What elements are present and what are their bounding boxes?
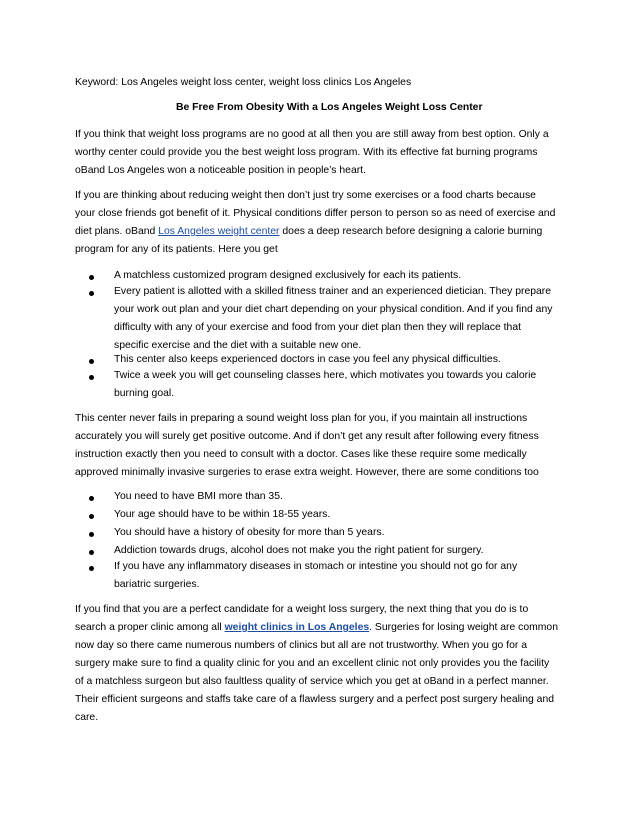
text-segment: search a proper clinic among all	[75, 622, 225, 633]
list-item-continued: bariatric surgeries.	[114, 579, 200, 590]
list-item: Twice a week you will get counseling classes here, which motivates you towards you calorie	[114, 370, 537, 381]
text-line: approved minimally invasive surgeries to erase extra weight. However, there are some conditions too	[75, 467, 539, 478]
bullet-icon	[89, 550, 94, 555]
bullet-icon	[89, 496, 94, 501]
text-line: oBand Los Angeles won a noticeable position in people’s heart.	[75, 165, 366, 176]
text-line	[75, 225, 542, 239]
list-item: This center also keeps experienced doctors in case you feel any physical difficulties.	[114, 354, 501, 365]
bullet-icon	[89, 375, 94, 380]
text-line: Their efficient surgeons and staffs take care of a flawless surgery and a perfect post surgery healing and	[75, 694, 555, 705]
text-line: This center never fails in preparing a sound weight loss plan for you, if you maintain all instructions	[75, 413, 528, 424]
list-item: A matchless customized program designed exclusively for each its patients.	[114, 270, 462, 281]
bullet-icon	[89, 291, 94, 296]
bullet-icon	[89, 532, 94, 537]
text-line: your close friends got benefit of it. Physical conditions differ person to person so as need of exercise and	[75, 208, 556, 219]
list-item: You should have a history of obesity for more than 5 years.	[114, 527, 385, 538]
list-item: Your age should have to be within 18-55 years.	[114, 509, 331, 520]
los-angeles-weight-center-link[interactable]: Los Angeles weight center	[158, 226, 280, 237]
list-item-continued: difficulty with any of your exercise and food from your diet plan then they will replace that	[114, 322, 521, 333]
text-segment: diet plans. oBand	[75, 226, 159, 237]
text-segment: does a deep research before designing a calorie burning	[279, 226, 543, 237]
text-line: now day so there came numerous numbers of clinics but all are not trustworthy. When you go for a	[75, 640, 528, 651]
text-line: accurately you will surely get positive outcome. And if don’t get any result after following every fitness	[75, 431, 539, 442]
text-segment: . Surgeries for losing weight are common	[369, 622, 558, 633]
list-item: You need to have BMI more than 35.	[114, 491, 283, 502]
bullet-icon	[89, 566, 94, 571]
list-item: Addiction towards drugs, alcohol does not make you the right patient for surgery.	[114, 545, 484, 556]
text-line	[75, 621, 558, 635]
text-line: care.	[75, 712, 99, 723]
list-item-continued: specific exercise and the diet with a suitable new one.	[114, 340, 362, 351]
text-line: of a matchless surgeon but also faultless quality of service which you get at oBand in a perfect manner.	[75, 676, 549, 687]
list-item-continued: burning goal.	[114, 388, 175, 399]
list-item: Every patient is allotted with a skilled fitness trainer and an experienced dietician. They prepare	[114, 286, 552, 297]
document-title: Be Free From Obesity With a Los Angeles Weight Loss Center	[176, 102, 483, 113]
bullet-icon	[89, 275, 94, 280]
keyword-line: Keyword: Los Angeles weight loss center, weight loss clinics Los Angeles	[75, 77, 412, 88]
text-line: worthy center could provide you the best weight loss program. With its effective fat burning programs	[75, 147, 538, 158]
bullet-icon	[89, 514, 94, 519]
list-item-continued: your work out plan and your diet chart depending on your physical condition. And if you find any	[114, 304, 553, 315]
text-line: If you are thinking about reducing weight then don’t just try some exercises or a food charts because	[75, 190, 536, 201]
text-line: instruction exactly then you need to consult with a doctor. Cases like these require some medically	[75, 449, 527, 460]
weight-clinics-link[interactable]: weight clinics in Los Angeles	[224, 622, 370, 633]
list-item: If you have any inflammatory diseases in stomach or intestine you should not go for any	[114, 561, 518, 572]
text-line: If you find that you are a perfect candidate for a weight loss surgery, the next thing that you do is to	[75, 604, 529, 615]
bullet-icon	[89, 359, 94, 364]
text-line: surgery make sure to find a quality clinic for you and an excellent clinic not only provides you the facility	[75, 658, 550, 669]
text-line: If you think that weight loss programs are no good at all then you are still away from best option. Only a	[75, 129, 549, 140]
text-line: program for any of its patients. Here you get	[75, 244, 278, 255]
